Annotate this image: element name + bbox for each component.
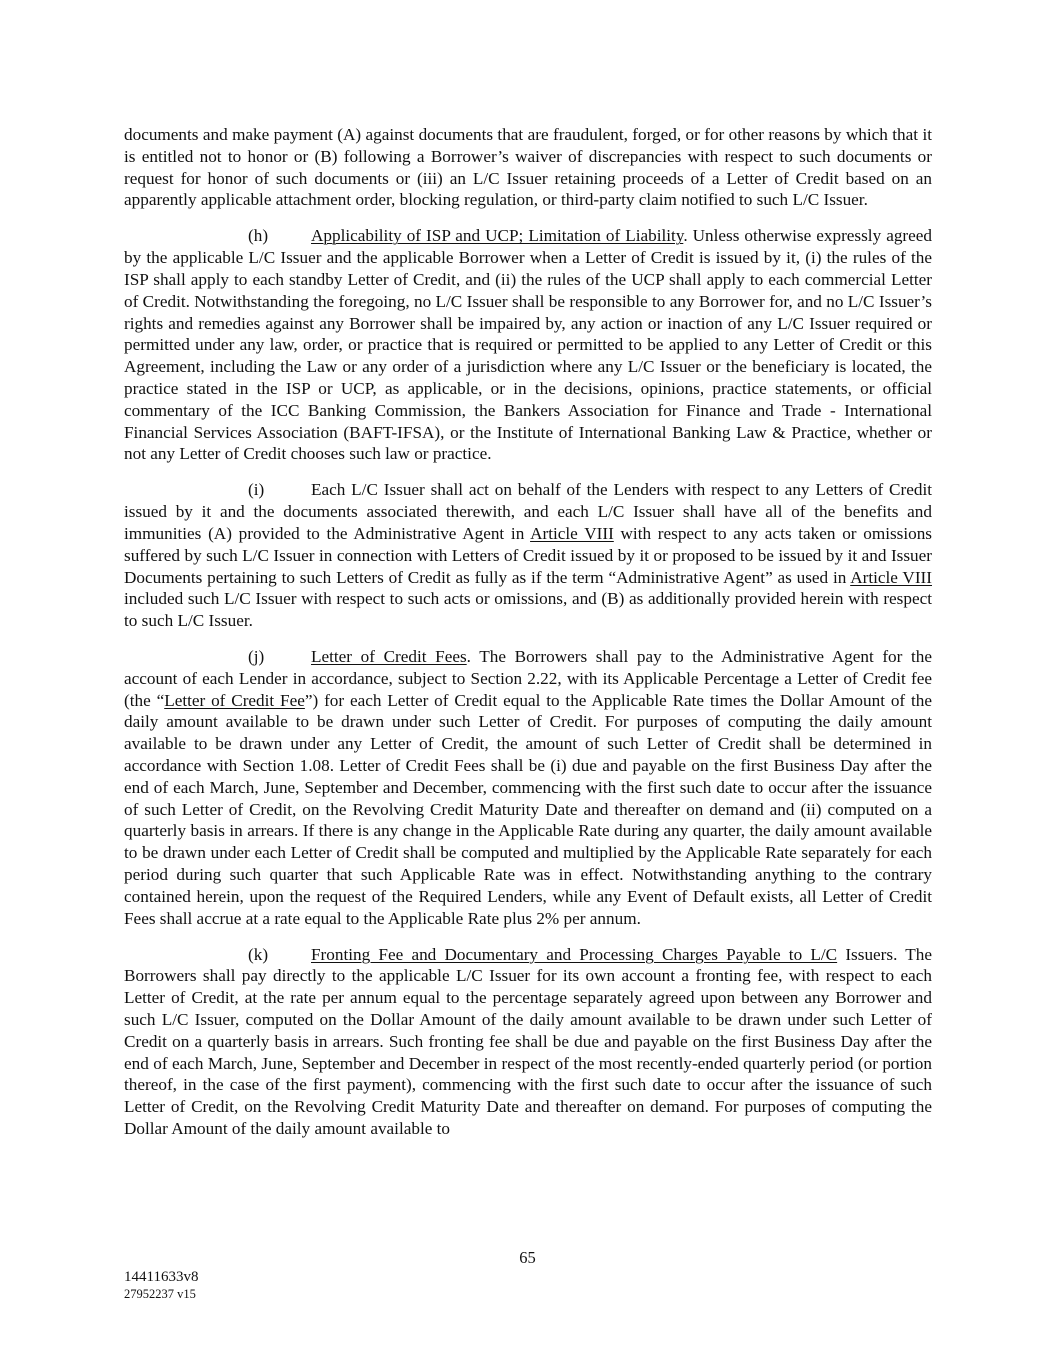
clause-heading: Letter of Credit Fees [311, 647, 467, 667]
paragraph-k [124, 944, 932, 1140]
document-id: 14411633v8 [124, 1269, 199, 1285]
defined-term: Letter of Credit Fee [164, 690, 305, 710]
paragraph-text: Issuers. The Borrowers shall pay directly to the applicable L/C Issuer for its own account a fronting fee, with respect to each Letter of Credit, at the rate per annum equal to the percentage separately agreed upon between any Borrower and such L/C Issuer, computed on the Dollar Amount of the daily amount available to be drawn under such Letter of Credit on a quarterly basis in arrears. Such fronting fee shall be due and payable on the first Business Day after the end of each March, June, September and December in respect of the most recently-ended quarterly period (or portion thereof, in the case of the first payment), commencing with the first such date to occur after the issuance of such Letter of Credit, on the Revolving Credit Maturity Date and thereafter on demand. For purposes of computing the Dollar Amount of the daily amount available to [124, 944, 932, 1139]
paragraph-text: . The Borrowers shall pay to the Administrative Agent for the account of each Lender in accordance, subject to Section 2.22, with its Applicable Percentage a Letter of Credit fee (the “ [124, 647, 932, 710]
paragraph-j [124, 646, 932, 929]
paragraph-h [124, 225, 932, 465]
document-body [124, 124, 932, 1154]
paragraph-text: with respect to any acts taken or omissions suffered by such L/C Issuer in connection with Letters of Credit issued by it or proposed to be issued by it and Issuer Documents pertaining to such Letters of Credit as fully as if the term “Administrative Agent” as used in [124, 523, 932, 587]
page-number: 65 [519, 1248, 536, 1267]
paragraph-continuation [124, 124, 932, 211]
document-id-secondary: 27952237 v15 [124, 1287, 196, 1301]
clause-heading: Applicability of ISP and UCP; Limitation of Liability [311, 226, 684, 246]
clause-marker: (i) [248, 480, 265, 500]
paragraph-i [124, 479, 932, 632]
article-reference: Article VIII [530, 523, 614, 543]
paragraph-text: Each L/C Issuer shall act on behalf of the Lenders with respect to any Letters of Credit issued by it and the documents associated therewith, and each L/C Issuer shall have all of the benefits and immunities (A) provided to the Administrative Agent in [124, 480, 932, 543]
paragraph-text: ”) for each Letter of Credit equal to the Applicable Rate times the Dollar Amount of the daily amount available to be drawn under such Letter of Credit. For purposes of computing the daily amount available to be drawn under any Letter of Credit, the amount of such Letter of Credit shall be determined in accordance with Section 1.08. Letter of Credit Fees shall be (i) due and payable on the first Business Day after the end of each March, June, September and December, commencing with the first such date to occur after the issuance of such Letter of Credit, on the Revolving Credit Maturity Date and thereafter on demand and (ii) computed on a quarterly basis in arrears. If there is any change in the Applicable Rate during any quarter, the daily amount available to be drawn under each Letter of Credit shall be computed and multiplied by the Applicable Rate separately for each period during such quarter that such Applicable Rate was in effect. Notwithstanding anything to the contrary contained herein, upon the request of the Required Lenders, while any Event of Default exists, all Letter of Credit Fees shall accrue at a rate equal to the Applicable Rate plus 2% per annum. [124, 690, 932, 928]
clause-marker: (h) [248, 226, 269, 246]
article-reference: Article VIII [850, 567, 932, 587]
paragraph-text: included such L/C Issuer with respect to such acts or omissions, and (B) as additionally provided herein with respect to such L/C Issuer. [124, 589, 932, 631]
clause-marker: (j) [248, 647, 265, 667]
clause-marker: (k) [248, 944, 269, 964]
paragraph-text: documents and make payment (A) against documents that are fraudulent, forged, or for other reasons by which that it is entitled not to honor or (B) following a Borrower’s waiver of discrepancies with respect to such documents or request for honor of such documents or (iii) an L/C Issuer retaining proceeds of a Letter of Credit based on an apparently applicable attachment order, blocking regulation, or third-party claim notified to such L/C Issuer. [124, 125, 932, 210]
paragraph-text: . Unless otherwise expressly agreed by the applicable L/C Issuer and the applicable Borrower when a Letter of Credit is issued by it, (i) the rules of the ISP shall apply to each standby Letter of Credit, and (ii) the rules of the UCP shall apply to each commercial Letter of Credit. Notwithstanding the foregoing, no L/C Issuer shall be responsible to any Borrower for, and no L/C Issuer’s rights and remedies against any Borrower shall be impaired by, any action or inaction of any L/C Issuer required or permitted under any law, order, or practice that is required or permitted to be applied to any Letter of Credit or this Agreement, including the Law or any order of a jurisdiction where any L/C Issuer or the beneficiary is located, the practice stated in the ISP or UCP, as applicable, or in the decisions, opinions, practice statements, or official commentary of the ICC Banking Commission, the Bankers Association for Finance and Trade - International Financial Services Association (BAFT-IFSA), or the Institute of International Banking Law & Practice, whether or not any Letter of Credit chooses such law or practice. [124, 226, 932, 464]
clause-heading: Fronting Fee and Documentary and Processing Charges Payable to L/C [311, 944, 838, 964]
